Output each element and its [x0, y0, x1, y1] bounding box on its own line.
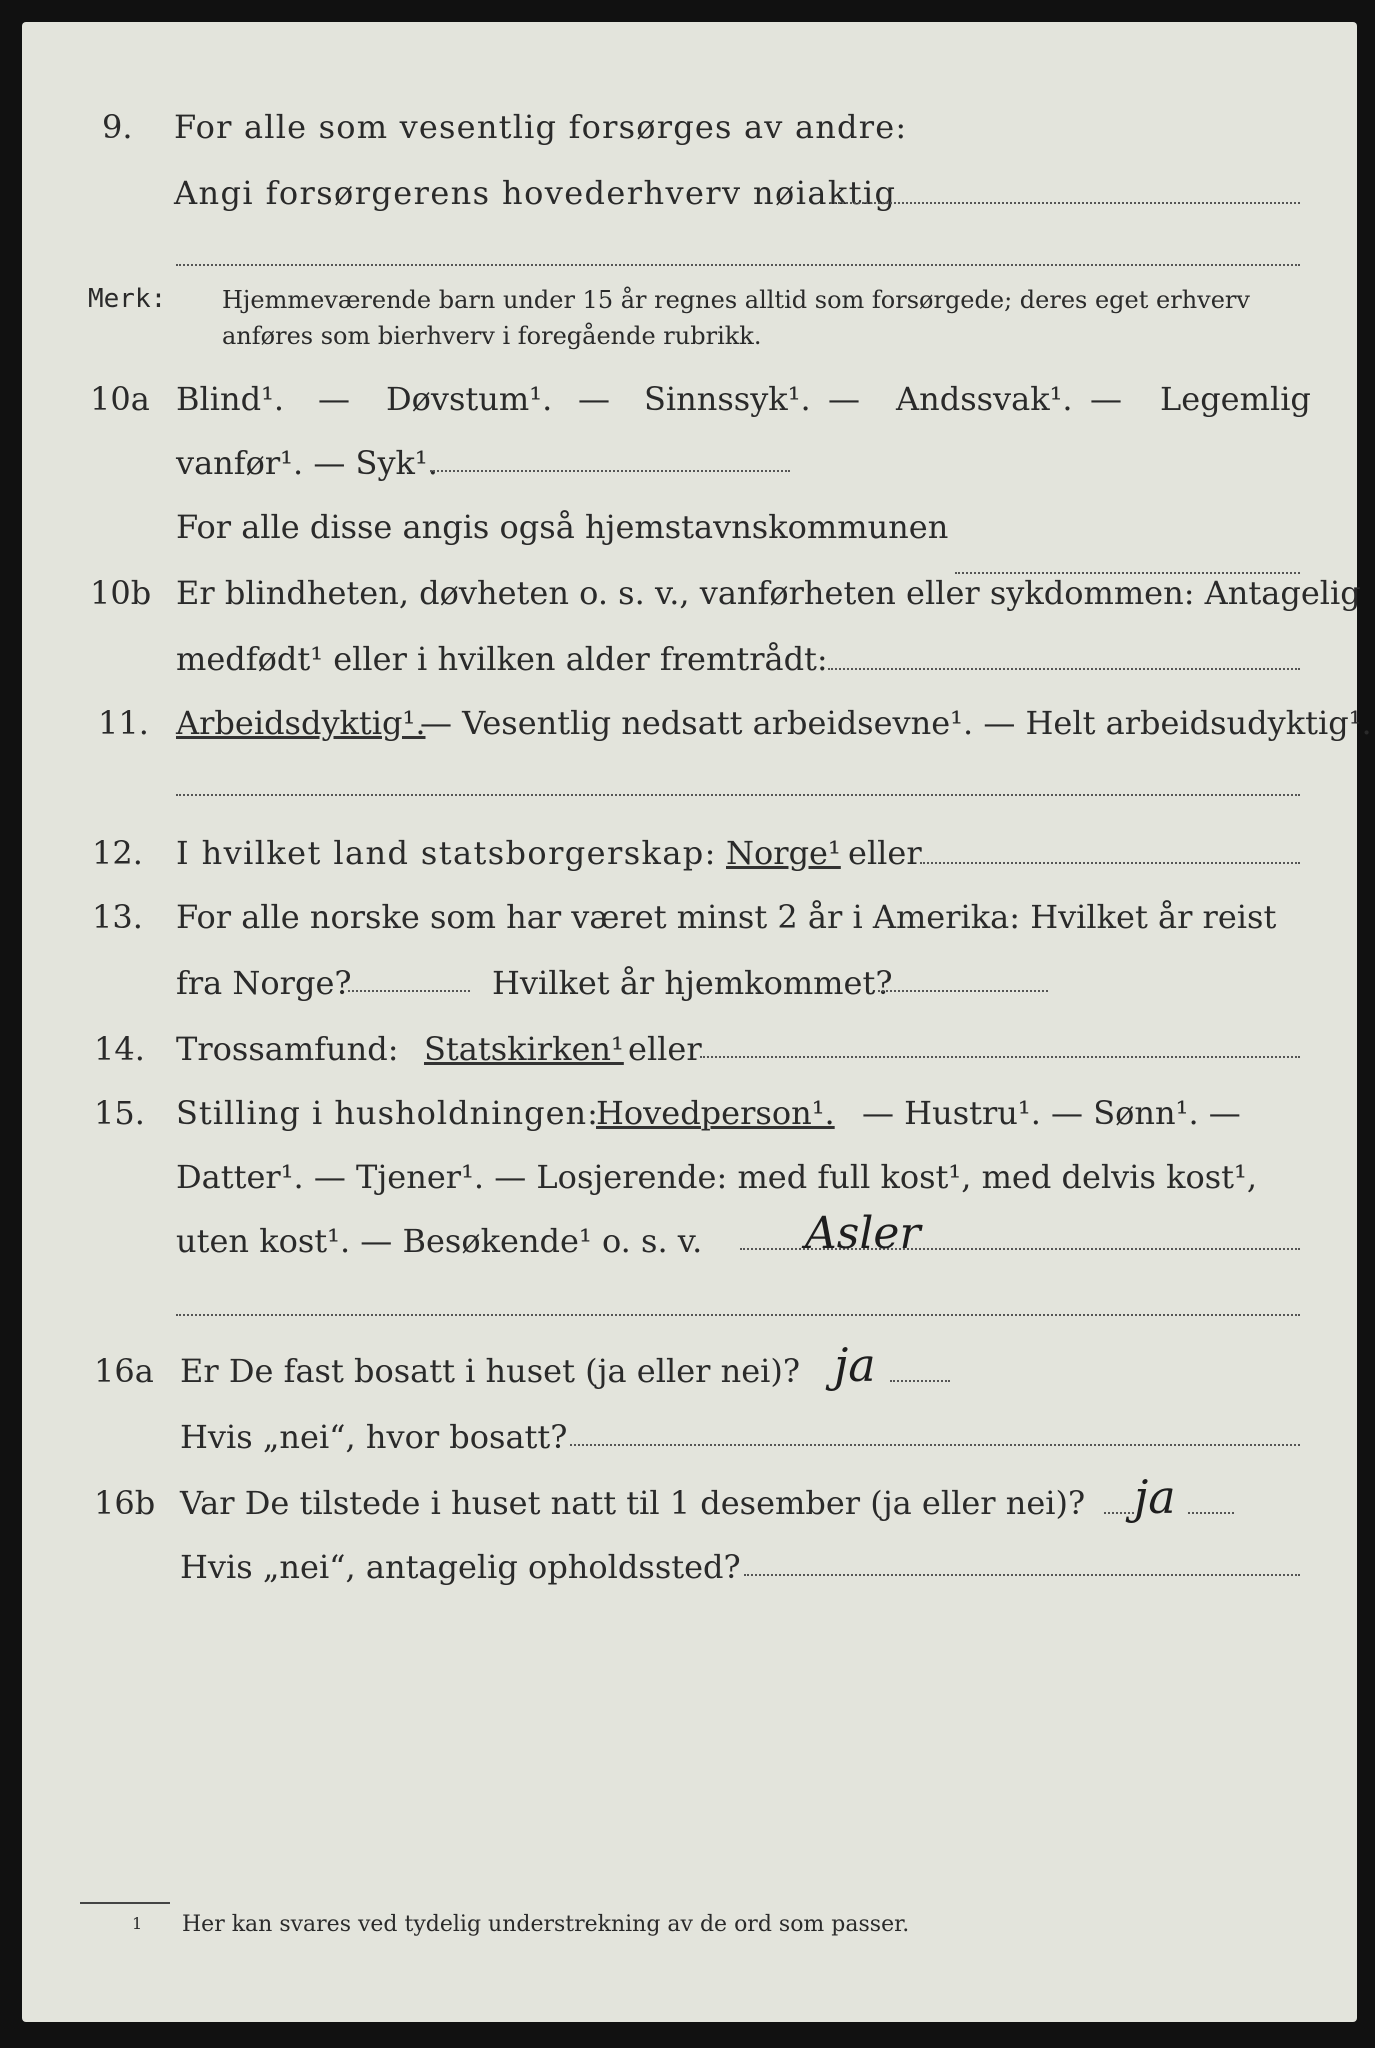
q16b-opholdssted-answer-line — [744, 1574, 1300, 1576]
q16b-answer-line-tail — [1188, 1512, 1234, 1514]
q16b-number: 16b — [94, 1484, 156, 1522]
q13-number: 13. — [92, 898, 143, 936]
q9-extra-line — [176, 264, 1300, 266]
q10a-dash1: — — [318, 380, 350, 418]
q15-handwritten-answer: Asler — [805, 1208, 921, 1259]
q11-rest: — Vesentlig nedsatt arbeidsevne¹. — Helt arbeidsudyktig¹. — [420, 704, 1372, 742]
q11-option-arbeidsdyktig: Arbeidsdyktig¹. — [176, 704, 426, 742]
q14-answer-line — [700, 1056, 1300, 1058]
q16a-handwritten-answer: ja — [834, 1338, 876, 1392]
merk-label: Merk: — [88, 284, 167, 314]
footnote-text: Her kan svares ved tydelig understrekning av de ord som passer. — [182, 1912, 910, 1937]
q12-eller: eller — [848, 834, 922, 872]
q15-extra-line — [176, 1314, 1300, 1316]
q10a-dash3: — — [828, 380, 860, 418]
q16a-number: 16a — [94, 1352, 154, 1390]
merk-line1: Hjemmeværende barn under 15 år regnes alltid som forsørgede; deres eget erhverv — [222, 286, 1250, 314]
q13-hjemkommet-answer-line — [878, 990, 1048, 992]
q12-text: I hvilket land statsborgerskap: — [176, 834, 717, 872]
merk-line2: anføres som bierhverv i foregående rubrikk. — [222, 322, 762, 350]
q15-text: Stilling i husholdningen: — [176, 1094, 599, 1132]
q16a-line1: Er De fast bosatt i huset (ja eller nei)? — [180, 1352, 801, 1390]
q10a-dash4: — — [1090, 380, 1122, 418]
q10a-sinnssyk: Sinnssyk¹. — [644, 380, 811, 418]
q10a-number: 10a — [90, 380, 150, 418]
q16a-bosatt-answer-line — [570, 1444, 1300, 1446]
q10a-dash2: — — [578, 380, 610, 418]
q13-line2a: fra Norge? — [176, 964, 352, 1002]
q12-number: 12. — [92, 834, 143, 872]
q16b-line2: Hvis „nei“, antagelig opholdssted? — [180, 1548, 741, 1586]
q9-line1: For alle som vesentlig forsørges av andre: — [174, 108, 908, 146]
q10a-syk-answer-line — [430, 470, 790, 472]
q15-line3: uten kost¹. — Besøkende¹ o. s. v. — [176, 1222, 703, 1260]
footnote-marker: 1 — [132, 1914, 143, 1933]
q10a-blind: Blind¹. — [176, 380, 285, 418]
q10b-answer-line — [828, 668, 1300, 670]
q9-line2: Angi forsørgerens hovederhverv nøiaktig — [174, 174, 897, 212]
q9-number: 9. — [102, 108, 133, 146]
q16b-handwritten-answer: ja — [1134, 1470, 1176, 1524]
q12-answer-line — [920, 862, 1300, 864]
q10b-number: 10b — [90, 574, 152, 612]
q10a-line2: vanfør¹. — Syk¹. — [176, 444, 438, 482]
q10b-line1: Er blindheten, døvheten o. s. v., vanførheten eller sykdommen: Antagelig — [176, 574, 1361, 612]
q14-text: Trossamfund: — [176, 1030, 399, 1068]
q15-line2: Datter¹. — Tjener¹. — Losjerende: med full kost¹, med delvis kost¹, — [176, 1158, 1258, 1196]
q9-answer-line — [830, 202, 1300, 204]
q16a-answer-line — [890, 1380, 950, 1382]
q11-number: 11. — [98, 704, 149, 742]
q10a-legemlig: Legemlig — [1160, 380, 1311, 418]
q16b-line1: Var De tilstede i huset natt til 1 desember (ja eller nei)? — [180, 1484, 1086, 1522]
q12-option-norge: Norge¹ — [726, 834, 841, 872]
q14-number: 14. — [94, 1030, 145, 1068]
q15-option-hovedperson: Hovedperson¹. — [596, 1094, 835, 1132]
q11-extra-line — [176, 794, 1300, 796]
q13-line2b: Hvilket år hjemkommet? — [492, 964, 893, 1002]
q15-number: 15. — [94, 1094, 145, 1132]
q16b-answer-line — [1104, 1512, 1134, 1514]
footnote-rule — [80, 1902, 170, 1904]
q14-eller: eller — [628, 1030, 702, 1068]
q10a-andssvak: Andssvak¹. — [896, 380, 1073, 418]
q13-line1: For alle norske som har været minst 2 år i Amerika: Hvilket år reist — [176, 898, 1277, 936]
q14-option-statskirken: Statskirken¹ — [424, 1030, 624, 1068]
q15-rest1: — Hustru¹. — Sønn¹. — — [862, 1094, 1241, 1132]
q16a-line2: Hvis „nei“, hvor bosatt? — [180, 1418, 568, 1456]
q10a-line3: For alle disse angis også hjemstavnskommunen — [176, 508, 949, 546]
q10a-dovstum: Døvstum¹. — [386, 380, 553, 418]
q13-reist-answer-line — [348, 990, 470, 992]
q10b-line2: medfødt¹ eller i hvilken alder fremtrådt: — [176, 640, 828, 678]
